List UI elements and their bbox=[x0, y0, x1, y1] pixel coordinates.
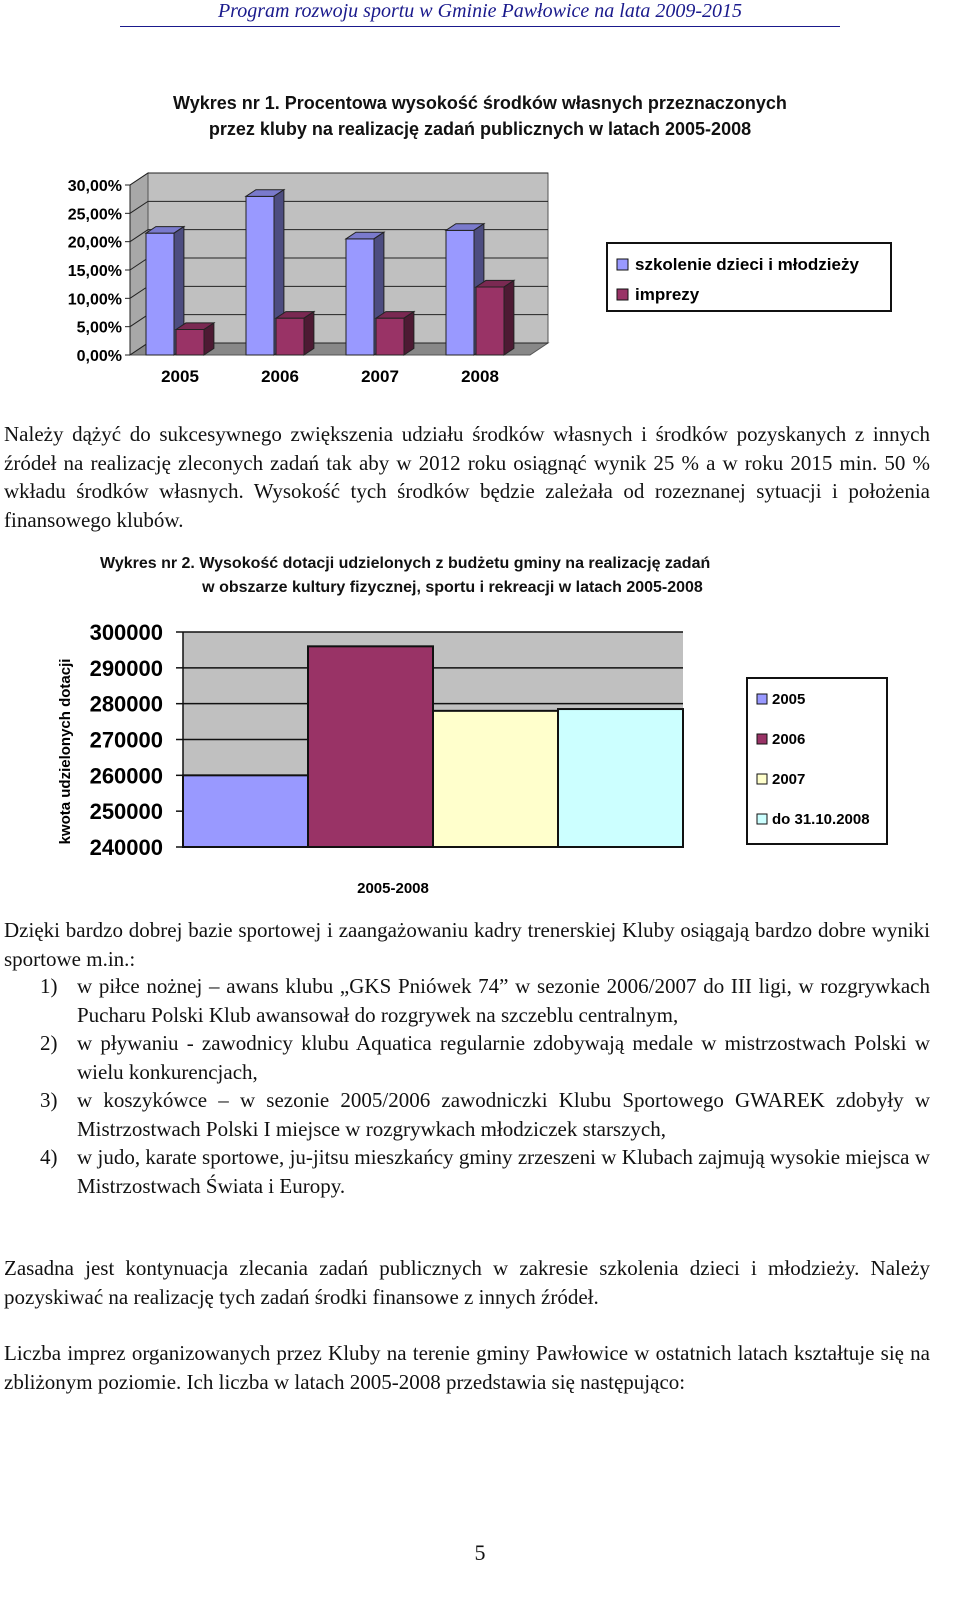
chart2-bar bbox=[183, 775, 308, 847]
chart1-legend-swatch bbox=[617, 259, 628, 270]
chart1-y-tick-label: 25,00% bbox=[67, 206, 122, 224]
chart2-bar bbox=[308, 646, 433, 847]
list-number: 4) bbox=[40, 1145, 58, 1169]
chart1-x-tick-label: 2007 bbox=[361, 367, 399, 386]
chart1-bar-front bbox=[276, 318, 304, 355]
chart2-legend-swatch bbox=[757, 814, 767, 824]
chart2-bar bbox=[433, 711, 558, 847]
chart2-legend-label: 2005 bbox=[772, 691, 806, 708]
list-text: w piłce nożnej – awans klubu „GKS Pniówek 74” w sezonie 2006/2007 do III ligi, w rozgrywkach Pucharu Polski Klub awansował do rozgrywek na szczeblu centralnym, bbox=[77, 974, 930, 1027]
list-item bbox=[4, 972, 930, 1029]
paragraph-3: Zasadna jest kontynuacja zlecania zadań publicznych w zakresie szkolenia dzieci i młodzieży. Należy pozyskiwać na realizację tych zadań środki finansowe z innych źródeł. bbox=[4, 1256, 930, 1309]
list-item bbox=[4, 1143, 930, 1200]
chart2-y-axis-title: kwota udzielonych dotacji bbox=[57, 658, 74, 845]
chart1-y-tick-label: 15,00% bbox=[67, 263, 122, 280]
list-number: 1) bbox=[40, 974, 58, 998]
page-header: Program rozwoju sportu w Gminie Pawłowice na lata 2009-2015 bbox=[217, 0, 743, 22]
chart1-bar-front bbox=[146, 233, 174, 355]
header-rule bbox=[120, 26, 840, 27]
achievements-list bbox=[4, 972, 930, 1200]
paragraph-1: Należy dążyć do sukcesywnego zwiększenia udziału środków własnych i środków pozyskanych z innych źródeł na realizację zleconych zadań tak aby w 2012 roku osiągnąć wynik 25 % a w roku 2015 min. 50 % wkładu środków własnych. Wysokość tych środków będzie zależała od rozeznanej sytuacji i położenia finansowego klubów. bbox=[4, 422, 930, 532]
paragraph-4: Liczba imprez organizowanych przez Kluby na terenie gminy Pawłowice w ostatnich latach kształtuje się na zbliżonym poziomie. Ich liczba w latach 2005-2008 przedstawia się następująco: bbox=[4, 1341, 930, 1394]
list-item bbox=[4, 1086, 930, 1143]
chart2-legend-label: do 31.10.2008 bbox=[772, 811, 870, 828]
chart1-y-tick-label: 20,00% bbox=[67, 234, 122, 252]
chart1-legend-swatch bbox=[617, 289, 628, 300]
chart1-bar-front bbox=[476, 287, 504, 355]
list-number: 3) bbox=[40, 1088, 58, 1112]
chart1-x-tick-label: 2008 bbox=[461, 367, 499, 386]
chart2-x-axis-title: 2005-2008 bbox=[357, 880, 429, 897]
list-number: 2) bbox=[40, 1031, 58, 1055]
chart1-bar-front bbox=[246, 196, 274, 355]
chart2-legend-label: 2006 bbox=[772, 731, 806, 748]
list-text: w pływaniu - zawodnicy klubu Aquatica regularnie zdobywają medale w mistrzostwach Polski w wielu konkurencjach, bbox=[77, 1031, 930, 1084]
paragraph-2: Dzięki bardzo dobrej bazie sportowej i zaangażowaniu kadry trenerskiej Kluby osiągają bardzo dobre wyniki sportowe m.in.: bbox=[4, 918, 930, 971]
chart2-y-tick-label: 240000 bbox=[89, 835, 163, 860]
chart2-title-line1: Wykres nr 2. Wysokość dotacji udzielonych z budżetu gminy na realizację zadań bbox=[100, 555, 711, 572]
list-text: w koszykówce – w sezonie 2005/2006 zawodniczki Klubu Sportowego GWAREK zdobyły w Mistrzostwach Polski I miejsce w rozgrywkach młodziczek starszych, bbox=[77, 1088, 930, 1141]
page-number: 5 bbox=[474, 1540, 486, 1565]
chart2-title bbox=[100, 552, 805, 600]
chart2-y-tick-label: 300000 bbox=[89, 620, 163, 645]
chart2-y-tick-label: 250000 bbox=[89, 799, 163, 825]
chart2-legend-swatch bbox=[757, 774, 767, 784]
chart2-title-line2: w obszarze kultury fizycznej, sportu i rekreacji w latach 2005-2008 bbox=[202, 579, 703, 596]
chart1-bar-front bbox=[346, 239, 374, 355]
chart2-legend-swatch bbox=[757, 694, 767, 704]
list-text: w judo, karate sportowe, ju-jitsu mieszkańcy gminy zrzeszeni w Klubach zajmują wysokie miejsca w Mistrzostwach Świata i Europy. bbox=[77, 1145, 930, 1198]
chart1-x-tick-label: 2005 bbox=[161, 367, 199, 386]
chart2-svg bbox=[40, 610, 920, 905]
chart2-legend-label: 2007 bbox=[772, 771, 806, 788]
chart1-bar-side bbox=[304, 312, 314, 355]
chart2-legend-swatch bbox=[757, 734, 767, 744]
chart2-y-tick-label: 290000 bbox=[89, 655, 163, 681]
chart1-bar-front bbox=[446, 230, 474, 355]
chart1-legend-label: imprezy bbox=[635, 285, 700, 304]
chart1-title-line2: przez kluby na realizację zadań publicznych w latach 2005-2008 bbox=[208, 119, 752, 139]
chart2-y-tick-label: 280000 bbox=[89, 691, 163, 717]
chart1-y-tick-label: 30,00% bbox=[67, 178, 122, 195]
chart1-title bbox=[0, 90, 960, 142]
chart2-y-tick-label: 260000 bbox=[89, 763, 163, 789]
chart1-svg bbox=[40, 165, 920, 400]
chart1-bar-side bbox=[404, 312, 414, 355]
chart2-y-tick-label: 270000 bbox=[89, 727, 163, 753]
chart1-legend-label: szkolenie dzieci i młodzieży bbox=[635, 255, 859, 274]
chart1-title-line1: Wykres nr 1. Procentowa wysokość środków własnych przeznaczonych bbox=[173, 93, 787, 113]
chart1-bar-front bbox=[176, 330, 204, 356]
chart1-bar-front bbox=[376, 318, 404, 355]
chart2-bar bbox=[558, 709, 683, 847]
chart1-y-tick-label: 5,00% bbox=[76, 319, 122, 337]
chart1-y-tick-label: 0,00% bbox=[76, 348, 122, 365]
list-item bbox=[4, 1029, 930, 1086]
chart1-bar-side bbox=[504, 280, 514, 355]
chart1-y-tick-label: 10,00% bbox=[67, 291, 122, 309]
chart1-x-tick-label: 2006 bbox=[261, 367, 299, 386]
